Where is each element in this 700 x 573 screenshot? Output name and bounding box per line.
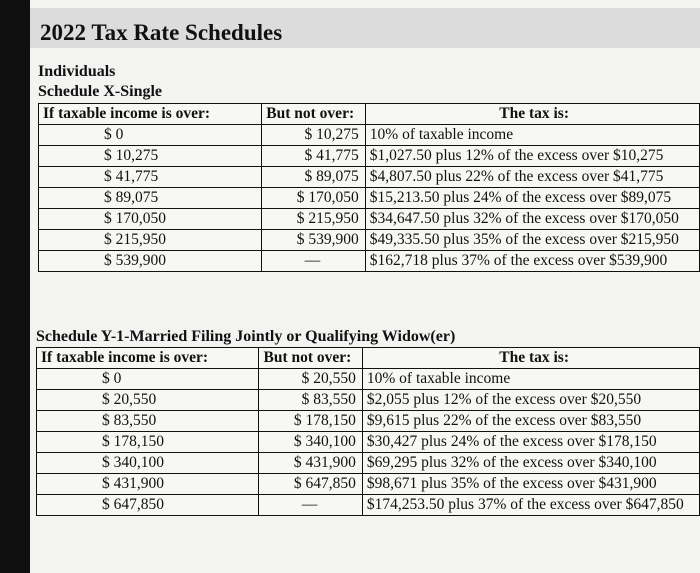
column-header-tax: The tax is: xyxy=(362,348,699,369)
cell-not-over: $ 41,775 xyxy=(262,146,366,167)
table-row xyxy=(39,146,700,167)
cell-over: $ 170,050 xyxy=(39,209,262,230)
table-row xyxy=(39,251,700,272)
table-row xyxy=(39,125,700,146)
cell-tax: $98,671 plus 35% of the excess over $431,900 xyxy=(362,474,699,495)
column-header-over: If taxable income is over: xyxy=(37,348,259,369)
cell-tax: $1,027.50 plus 12% of the excess over $10,275 xyxy=(365,146,699,167)
cell-tax: $15,213.50 plus 24% of the excess over $89,075 xyxy=(365,188,699,209)
table-row xyxy=(39,188,700,209)
schedule-y1-heading: Schedule Y-1-Married Filing Jointly or Qualifying Widow(er) xyxy=(36,328,456,345)
page-title: 2022 Tax Rate Schedules xyxy=(40,20,283,45)
table-row xyxy=(37,474,700,495)
cell-not-over: $ 215,950 xyxy=(262,209,366,230)
cell-over: $ 431,900 xyxy=(37,474,259,495)
schedule-x-heading: Schedule X-Single xyxy=(38,83,163,100)
table-row xyxy=(37,432,700,453)
table-row xyxy=(39,230,700,251)
cell-not-over: $ 431,900 xyxy=(259,453,362,474)
table-row xyxy=(39,209,700,230)
cell-tax: $69,295 plus 32% of the excess over $340,100 xyxy=(362,453,699,474)
cell-over: $ 0 xyxy=(39,125,262,146)
cell-tax: 10% of taxable income xyxy=(362,369,699,390)
cell-not-over: $ 178,150 xyxy=(259,411,362,432)
cell-over: $ 178,150 xyxy=(37,432,259,453)
cell-not-over: — xyxy=(259,495,362,516)
cell-over: $ 340,100 xyxy=(37,453,259,474)
cell-not-over: $ 340,100 xyxy=(259,432,362,453)
column-header-over: If taxable income is over: xyxy=(39,104,262,125)
individuals-heading: Individuals xyxy=(38,63,116,80)
cell-over: $ 41,775 xyxy=(39,167,262,188)
cell-tax: $34,647.50 plus 32% of the excess over $170,050 xyxy=(365,209,699,230)
title-bar xyxy=(30,8,700,48)
cell-not-over: $ 83,550 xyxy=(259,390,362,411)
cell-over: $ 83,550 xyxy=(37,411,259,432)
cell-over: $ 89,075 xyxy=(39,188,262,209)
cell-not-over: $ 170,050 xyxy=(262,188,366,209)
cell-over: $ 539,900 xyxy=(39,251,262,272)
schedule-y1-table xyxy=(36,347,700,516)
cell-tax: $4,807.50 plus 22% of the excess over $41,775 xyxy=(365,167,699,188)
cell-not-over: — xyxy=(262,251,366,272)
table-header-row xyxy=(39,104,700,125)
cell-over: $ 0 xyxy=(37,369,259,390)
cell-not-over: $ 647,850 xyxy=(259,474,362,495)
schedule-x-table xyxy=(38,103,700,272)
cell-over: $ 10,275 xyxy=(39,146,262,167)
cell-not-over: $ 10,275 xyxy=(262,125,366,146)
table-header-row xyxy=(37,348,700,369)
cell-not-over: $ 89,075 xyxy=(262,167,366,188)
document-page xyxy=(30,0,700,573)
cell-tax: $2,055 plus 12% of the excess over $20,550 xyxy=(362,390,699,411)
cell-tax: $30,427 plus 24% of the excess over $178,150 xyxy=(362,432,699,453)
cell-tax: $162,718 plus 37% of the excess over $539,900 xyxy=(365,251,699,272)
cell-not-over: $ 20,550 xyxy=(259,369,362,390)
cell-tax: $49,335.50 plus 35% of the excess over $215,950 xyxy=(365,230,699,251)
cell-over: $ 20,550 xyxy=(37,390,259,411)
cell-over: $ 647,850 xyxy=(37,495,259,516)
cell-tax: $174,253.50 plus 37% of the excess over $647,850 xyxy=(362,495,699,516)
cell-not-over: $ 539,900 xyxy=(262,230,366,251)
table-row xyxy=(39,167,700,188)
column-header-not-over: But not over: xyxy=(262,104,366,125)
table-row xyxy=(37,411,700,432)
table-row xyxy=(37,390,700,411)
column-header-not-over: But not over: xyxy=(259,348,362,369)
cell-over: $ 215,950 xyxy=(39,230,262,251)
column-header-tax: The tax is: xyxy=(365,104,699,125)
table-row xyxy=(37,369,700,390)
cell-tax: $9,615 plus 22% of the excess over $83,550 xyxy=(362,411,699,432)
cell-tax: 10% of taxable income xyxy=(365,125,699,146)
table-row xyxy=(37,495,700,516)
table-row xyxy=(37,453,700,474)
